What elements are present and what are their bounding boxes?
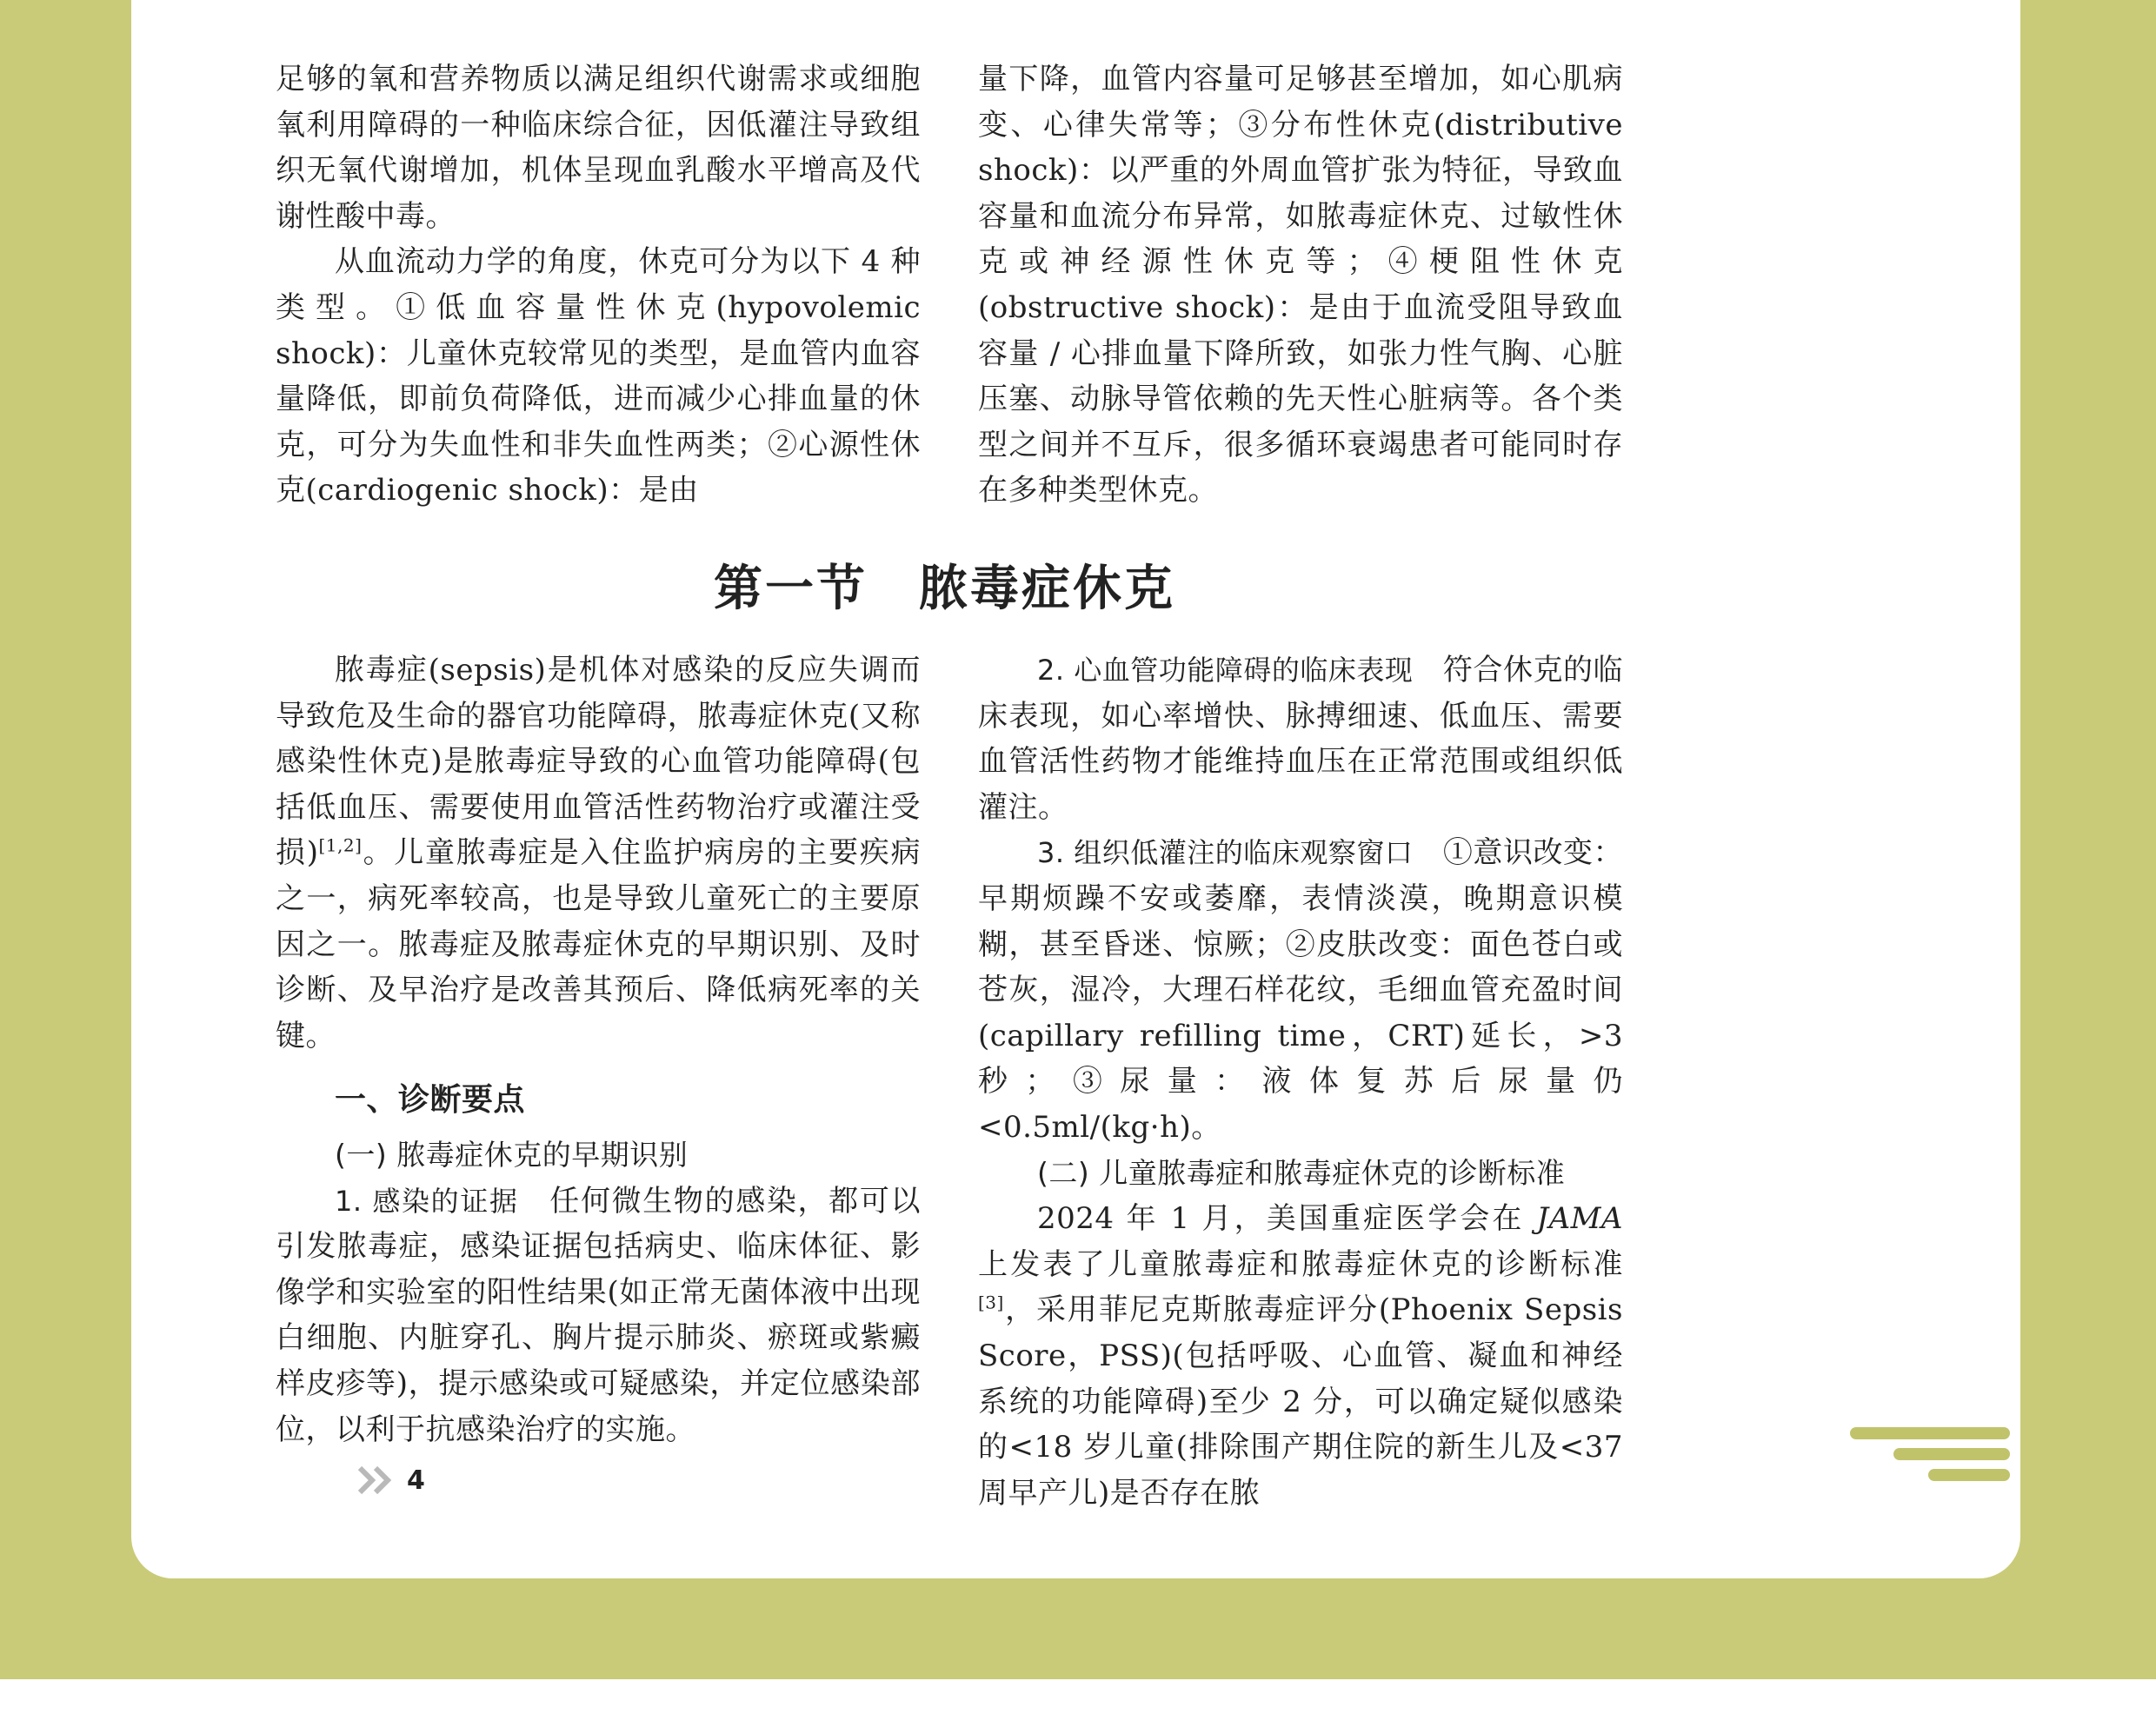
item-hypoperfusion — [978, 830, 1623, 1150]
phoenix-paragraph — [978, 1196, 1623, 1516]
phoenix-text-b: 上发表了儿童脓毒症和脓毒症休克的诊断标准 — [978, 1246, 1623, 1282]
item-3-lead: 3. 组织低灌注的临床观察窗口 — [1037, 836, 1414, 870]
item-2-text: 符合休克的临床表现，如心率增快、脉搏细速、低血压、需要血管活性药物才能维持血压在正常范围或组织低灌注。 — [978, 653, 1623, 825]
item-2-lead: 2. 心血管功能障碍的临床表现 — [1037, 654, 1414, 687]
body-right-column — [978, 648, 1623, 1516]
heading-early-recognition: (一) 脓毒症休克的早期识别 — [335, 1137, 689, 1172]
item-1-lead: 1. 感染的证据 — [335, 1184, 519, 1218]
item-infection-evidence — [276, 1179, 921, 1453]
phoenix-text-c: ，采用菲尼克斯脓毒症评分(Phoenix Sepsis Score，PSS)(包括呼吸、心血管、凝血和神经系统的功能障碍)至少 2 分，可以确定疑似感染的<18 岁儿童(排除围产期住院的新生儿及<37 周早产儿)是否存在脓 — [978, 1292, 1623, 1511]
sepsis-intro-tail: 。儿童脓毒症是入住监护病房的主要疾病之一，病死率较高，也是导致儿童死亡的主要原因之一。脓毒症及脓毒症休克的早期识别、及时诊断、及早治疗是改善其预后、降低病死率的关键。 — [276, 835, 922, 1053]
section-title: 第一节 脓毒症休克 — [714, 560, 1175, 617]
phoenix-text-a: 2024 年 1 月，美国重症医学会在 — [1037, 1201, 1537, 1237]
double-chevron-right-icon — [356, 1465, 395, 1496]
sepsis-intro-paragraph — [276, 648, 921, 1059]
heading-diagnosis-points: 一、诊断要点 — [335, 1082, 526, 1119]
intro-left-column — [276, 56, 921, 514]
intro-right-column — [978, 56, 1623, 514]
citation-3: [3] — [978, 1292, 1004, 1313]
citation-1-2: [1,2] — [318, 835, 363, 857]
item-1-text: 任何微生物的感染，都可以引发脓毒症，感染证据包括病史、临床体征、影像学和实验室的阳性结果(如正常无菌体液中出现白细胞、内脏穿孔、胸片提示肺炎、瘀斑或紫癜样皮疹等)，提示感染或可疑感染，并定位感染部位，以利于抗感染治疗的实施。 — [276, 1183, 921, 1447]
page-number-block — [356, 1461, 425, 1499]
intro-right-paragraph-1: 量下降，血管内容量可足够甚至增加，如心肌病变、心律失常等；③分布性休克(distributive shock)：以严重的外周血管扩张为特征，导致血容量和血流分布异常，如脓毒症休克、过敏性休克或神经源性休克等；④梗阻性休克(obstructive shock)：是由于血流受阻导致血容量 / 心排血量下降所致，如张力性气胸、心脏压塞、动脉导管依赖的先天性心脏病等。各个类型之间并不互斥，很多循环衰竭患者可能同时存在多种类型休克。 — [978, 62, 1623, 508]
item-cardiovascular — [978, 648, 1623, 830]
journal-name: JAMA — [1536, 1201, 1623, 1237]
decorative-lines — [1847, 1425, 2013, 1495]
sepsis-intro-text: 脓毒症(sepsis)是机体对感染的反应失调而导致危及生命的器官功能障碍，脓毒症休克(又称感染性休克)是脓毒症导致的心血管功能障碍(包括低血压、需要使用血管活性药物治疗或灌注受损) — [276, 653, 921, 871]
intro-left-paragraph-2: 从血流动力学的角度，休克可分为以下 4 种类型。①低血容量性休克(hypovolemic shock)：儿童休克较常见的类型，是血管内血容量降低，即前负荷降低，进而减少心排血量的休克，可分为失血性和非失血性两类；②心源性休克(cardiogenic shock)：是由 — [276, 244, 921, 508]
intro-left-paragraph-1: 足够的氧和营养物质以满足组织代谢需求或细胞氧利用障碍的一种临床综合征，因低灌注导致组织无氧代谢增加，机体呈现血乳酸水平增高及代谢性酸中毒。 — [276, 62, 921, 234]
body-left-column — [276, 648, 921, 1452]
item-3-text: ①意识改变：早期烦躁不安或萎靡，表情淡漠，晚期意识模糊，甚至昏迷、惊厥；②皮肤改变：面色苍白或苍灰，湿冷，大理石样花纹，毛细血管充盈时间(capillary refilling time，CRT)延长，>3 秒；③尿量：液体复苏后尿量仍<0.5ml/(kg·h)。 — [978, 835, 1623, 1145]
heading-diagnostic-criteria: (二) 儿童脓毒症和脓毒症休克的诊断标准 — [1037, 1155, 1566, 1190]
page-number: 4 — [407, 1465, 425, 1496]
